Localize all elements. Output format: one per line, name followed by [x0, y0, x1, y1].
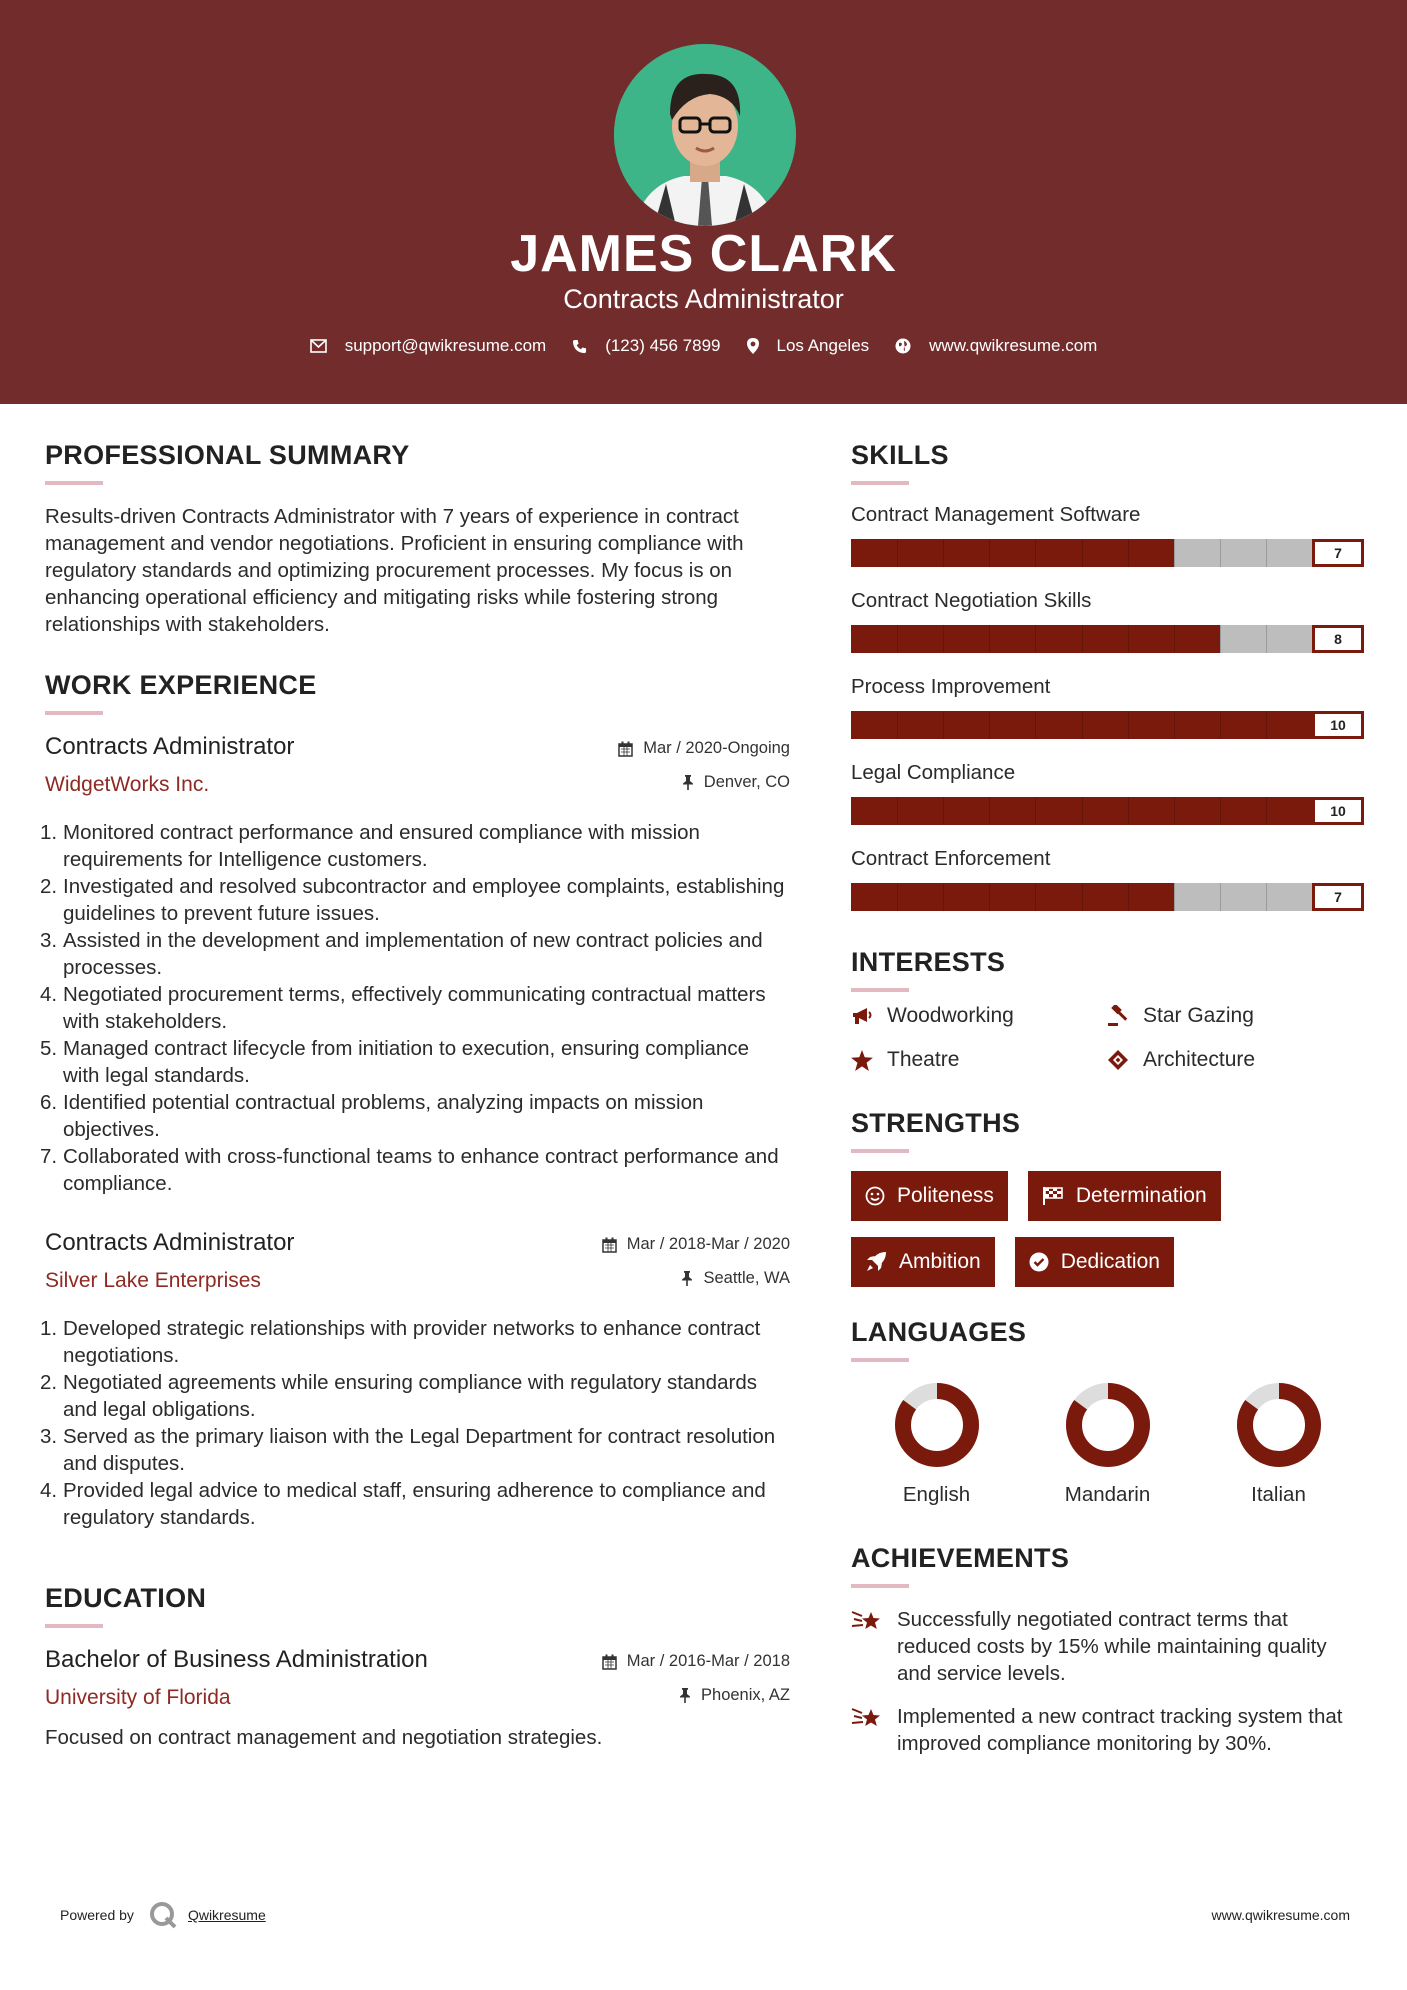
- footer-site-link[interactable]: www.qwikresume.com: [1211, 1907, 1350, 1923]
- strength-badge: Dedication: [1015, 1237, 1174, 1287]
- job-dates: Mar / 2018-Mar / 2020: [602, 1235, 790, 1254]
- skill-segment-divider: [1082, 625, 1083, 653]
- skill-bar: [851, 625, 1364, 653]
- section-divider: [851, 1149, 909, 1153]
- job-bullets: [40, 1315, 790, 1531]
- summary-text: Results-driven Contracts Administrator with 7 years of experience in contract management and vendor negotiations. Proficient in ensuring compliance with regulatory standards and optimizing procurement processes. My focus is on enhancing operational efficiency and mitigating risks while fostering strong relationships with stakeholders.: [45, 505, 744, 636]
- skill-segment-divider: [943, 625, 944, 653]
- job-location: Seattle, WA: [681, 1269, 790, 1288]
- interests-list: [851, 1004, 1366, 1072]
- skill-segment-divider: [1220, 883, 1221, 911]
- calendar-icon: [618, 741, 633, 757]
- section-title-skills: SKILLS: [851, 440, 949, 470]
- skill-segment-divider: [897, 797, 898, 825]
- summary-section: [45, 440, 790, 638]
- skill-segment-divider: [943, 797, 944, 825]
- school-name: University of Florida: [45, 1686, 231, 1709]
- section-title-languages: LANGUAGES: [851, 1317, 1027, 1347]
- list-item: 6. Identified potential contractual problems, analyzing impacts on mission objectives.: [40, 1091, 704, 1141]
- section-title-strengths: STRENGTHS: [851, 1108, 1021, 1138]
- shooting-star-icon: [851, 1705, 883, 1731]
- interest-item: Architecture: [1107, 1048, 1363, 1072]
- education-section: [45, 1583, 790, 1751]
- contact-website[interactable]: [895, 336, 1097, 356]
- language-item: [1193, 1380, 1364, 1507]
- skill-item: [851, 761, 1366, 825]
- job-company: WidgetWorks Inc.: [45, 773, 210, 796]
- section-divider: [45, 481, 103, 485]
- skill-segment-divider: [1082, 711, 1083, 739]
- skill-segment-divider: [989, 883, 990, 911]
- section-divider: [45, 711, 103, 715]
- achievements-section: [851, 1543, 1366, 1757]
- languages-list: [851, 1380, 1366, 1507]
- calendar-icon: [602, 1237, 617, 1253]
- skill-segment-divider: [1266, 625, 1267, 653]
- skill-segment-divider: [943, 883, 944, 911]
- interest-item: Star Gazing: [1107, 1004, 1363, 1028]
- job-bullets: [40, 819, 790, 1197]
- skill-segment-divider: [1174, 797, 1175, 825]
- skill-name: Legal Compliance: [851, 761, 1016, 784]
- strengths-list: [851, 1171, 1371, 1303]
- language-item: [851, 1380, 1022, 1507]
- skill-segment-divider: [1266, 711, 1267, 739]
- skill-bar: [851, 883, 1364, 911]
- skill-segment-divider: [1266, 539, 1267, 567]
- skill-segment-divider: [989, 711, 990, 739]
- star-icon: [851, 1050, 873, 1071]
- skill-segment-divider: [989, 539, 990, 567]
- check-circle-icon: [1029, 1252, 1049, 1272]
- pin-icon: [682, 775, 694, 790]
- smile-icon: [865, 1186, 885, 1206]
- flag-icon: [1042, 1186, 1064, 1206]
- skill-segment-divider: [1035, 883, 1036, 911]
- skill-item: [851, 503, 1366, 567]
- job-dates: Mar / 2020-Ongoing: [618, 739, 790, 758]
- job-title: Contracts Administrator: [45, 1229, 295, 1256]
- skill-segment-divider: [1220, 797, 1221, 825]
- list-item: 4. Negotiated procurement terms, effectively communicating contractual matters with stakeholders.: [40, 983, 766, 1033]
- skill-segment-divider: [1035, 539, 1036, 567]
- list-item: 4. Provided legal advice to medical staff, ensuring adherence to compliance and regulatory standards.: [40, 1479, 766, 1529]
- skill-segment-divider: [989, 797, 990, 825]
- powered-by: Powered by Qwikresume: [60, 1900, 266, 1930]
- skill-name: Contract Negotiation Skills: [851, 589, 1092, 612]
- contact-phone[interactable]: [572, 336, 720, 356]
- achievement-item: Successfully negotiated contract terms that reduced costs by 15% while maintaining quality and service levels.: [851, 1606, 1366, 1687]
- pin-icon: [681, 1271, 693, 1286]
- experience-section: [40, 670, 790, 1531]
- megaphone-icon: [851, 1006, 873, 1026]
- skill-segment-divider: [1082, 539, 1083, 567]
- skill-segment-divider: [1128, 625, 1129, 653]
- location-text: Los Angeles: [776, 336, 870, 355]
- section-title-education: EDUCATION: [45, 1583, 207, 1613]
- job-location: Denver, CO: [682, 773, 790, 792]
- list-item: 2. Investigated and resolved subcontractor and employee complaints, establishing guidelines to prevent future issues.: [40, 875, 785, 925]
- skill-segment-divider: [1266, 883, 1267, 911]
- language-donut: [1063, 1380, 1153, 1470]
- ticket-icon: [1107, 1049, 1129, 1071]
- language-item: [1022, 1380, 1193, 1507]
- section-title-interests: INTERESTS: [851, 947, 1006, 977]
- contact-bar: [0, 336, 1407, 356]
- skill-segment-divider: [1174, 883, 1175, 911]
- calendar-icon: [602, 1654, 617, 1670]
- list-item: 2. Negotiated agreements while ensuring compliance with regulatory standards and legal obligations.: [40, 1371, 757, 1421]
- phone-icon: [572, 339, 587, 354]
- skill-segment-divider: [1128, 797, 1129, 825]
- job-entry: [40, 733, 790, 1197]
- interest-item: Woodworking: [851, 1004, 1107, 1028]
- skill-bar: [851, 711, 1364, 739]
- map-marker-icon: [747, 338, 759, 354]
- website-text: www.qwikresume.com: [929, 336, 1098, 355]
- qwikresume-logo-icon: [148, 1900, 178, 1930]
- strength-badge: Determination: [1028, 1171, 1221, 1221]
- skill-segment-divider: [943, 539, 944, 567]
- interest-item: Theatre: [851, 1048, 1107, 1072]
- skill-segment-divider: [943, 711, 944, 739]
- skill-segment-divider: [1035, 711, 1036, 739]
- skill-level-value: 10: [1312, 711, 1364, 739]
- section-divider: [851, 1358, 909, 1362]
- skill-segment-divider: [1174, 711, 1175, 739]
- strength-badge: Ambition: [851, 1237, 995, 1287]
- job-company: Silver Lake Enterprises: [45, 1269, 261, 1292]
- skill-segment-divider: [1128, 711, 1129, 739]
- skill-level-value: 8: [1312, 625, 1364, 653]
- education-location: Phoenix, AZ: [679, 1686, 790, 1705]
- rocket-icon: [865, 1251, 887, 1273]
- skill-bar: [851, 797, 1364, 825]
- education-dates: Mar / 2016-Mar / 2018: [602, 1652, 790, 1671]
- skill-bar: [851, 539, 1364, 567]
- skill-segment-divider: [989, 625, 990, 653]
- contact-email[interactable]: [310, 336, 547, 356]
- candidate-name: JAMES CLARK: [510, 225, 897, 283]
- skill-segment-divider: [1128, 883, 1129, 911]
- section-title-experience: WORK EXPERIENCE: [45, 670, 317, 700]
- section-divider: [851, 988, 909, 992]
- section-title-achievements: ACHIEVEMENTS: [851, 1543, 1070, 1573]
- envelope-icon: [310, 339, 327, 353]
- language-donut: [892, 1380, 982, 1470]
- skill-segment-divider: [1266, 797, 1267, 825]
- gavel-icon: [1107, 1005, 1129, 1027]
- skills-list: [851, 503, 1366, 911]
- language-name: English: [902, 1483, 971, 1506]
- degree-title: Bachelor of Business Administration: [45, 1646, 428, 1673]
- list-item: 1. Developed strategic relationships with provider networks to enhance contract negotiations.: [40, 1317, 761, 1367]
- phone-text: (123) 456 7899: [605, 336, 721, 355]
- job-entry: [40, 1229, 790, 1531]
- section-divider: [45, 1624, 103, 1628]
- contact-location: [747, 336, 870, 356]
- skill-segment-divider: [1220, 711, 1221, 739]
- skill-segment-divider: [1035, 625, 1036, 653]
- globe-icon: [895, 338, 911, 354]
- list-item: 7. Collaborated with cross-functional teams to enhance contract performance and compliance.: [40, 1145, 779, 1195]
- education-entry: [45, 1646, 790, 1751]
- skill-segment-divider: [1220, 539, 1221, 567]
- skill-segment-divider: [897, 539, 898, 567]
- skill-level-value: 7: [1312, 883, 1364, 911]
- strength-badge: Politeness: [851, 1171, 1008, 1221]
- skill-name: Contract Enforcement: [851, 847, 1051, 870]
- skill-item: [851, 847, 1366, 911]
- candidate-role: Contracts Administrator: [563, 284, 844, 314]
- skill-segment-divider: [1174, 625, 1175, 653]
- left-column: [40, 440, 790, 1751]
- pin-icon: [679, 1688, 691, 1703]
- list-item: 3. Assisted in the development and implementation of new contract policies and processes.: [40, 929, 763, 979]
- list-item: 1. Monitored contract performance and ensured compliance with mission requirements for Intelligence customers.: [40, 821, 700, 871]
- skill-name: Process Improvement: [851, 675, 1051, 698]
- skill-name: Contract Management Software: [851, 503, 1141, 526]
- languages-section: [851, 1317, 1366, 1507]
- section-divider: [851, 481, 909, 485]
- skill-segment-divider: [1174, 539, 1175, 567]
- achievement-item: Implemented a new contract tracking system that improved compliance monitoring by 30%.: [851, 1703, 1366, 1757]
- education-note: Focused on contract management and negotiation strategies.: [45, 1726, 603, 1749]
- skill-segment-divider: [1082, 797, 1083, 825]
- skill-item: [851, 675, 1366, 739]
- resume-header: [0, 0, 1407, 404]
- language-name: Italian: [1251, 1483, 1306, 1506]
- skill-segment-divider: [1220, 625, 1221, 653]
- skill-level-value: 7: [1312, 539, 1364, 567]
- strengths-section: [851, 1108, 1366, 1303]
- skill-fill: [851, 883, 1174, 911]
- section-title-summary: PROFESSIONAL SUMMARY: [45, 440, 410, 470]
- email-text: support@qwikresume.com: [344, 336, 547, 355]
- skill-segment-divider: [1082, 883, 1083, 911]
- list-item: 5. Managed contract lifecycle from initiation to execution, ensuring compliance with legal standards.: [40, 1037, 749, 1087]
- profile-photo: [614, 44, 796, 226]
- skill-segment-divider: [897, 625, 898, 653]
- skill-fill: [851, 539, 1174, 567]
- skill-segment-divider: [897, 883, 898, 911]
- shooting-star-icon: [851, 1608, 883, 1634]
- job-title: Contracts Administrator: [45, 733, 295, 760]
- section-divider: [851, 1584, 909, 1588]
- skill-level-value: 10: [1312, 797, 1364, 825]
- skill-segment-divider: [1035, 797, 1036, 825]
- skills-section: [851, 440, 1366, 911]
- skill-item: [851, 589, 1366, 653]
- right-column: [851, 440, 1366, 1773]
- qwikresume-link[interactable]: Qwikresume: [187, 1907, 266, 1923]
- language-name: Mandarin: [1064, 1483, 1151, 1506]
- skill-segment-divider: [1128, 539, 1129, 567]
- interests-section: [851, 947, 1366, 1072]
- list-item: 3. Served as the primary liaison with the Legal Department for contract resolution and disputes.: [40, 1425, 776, 1475]
- language-donut: [1234, 1380, 1324, 1470]
- skill-segment-divider: [897, 711, 898, 739]
- page-footer: [60, 1900, 1350, 1930]
